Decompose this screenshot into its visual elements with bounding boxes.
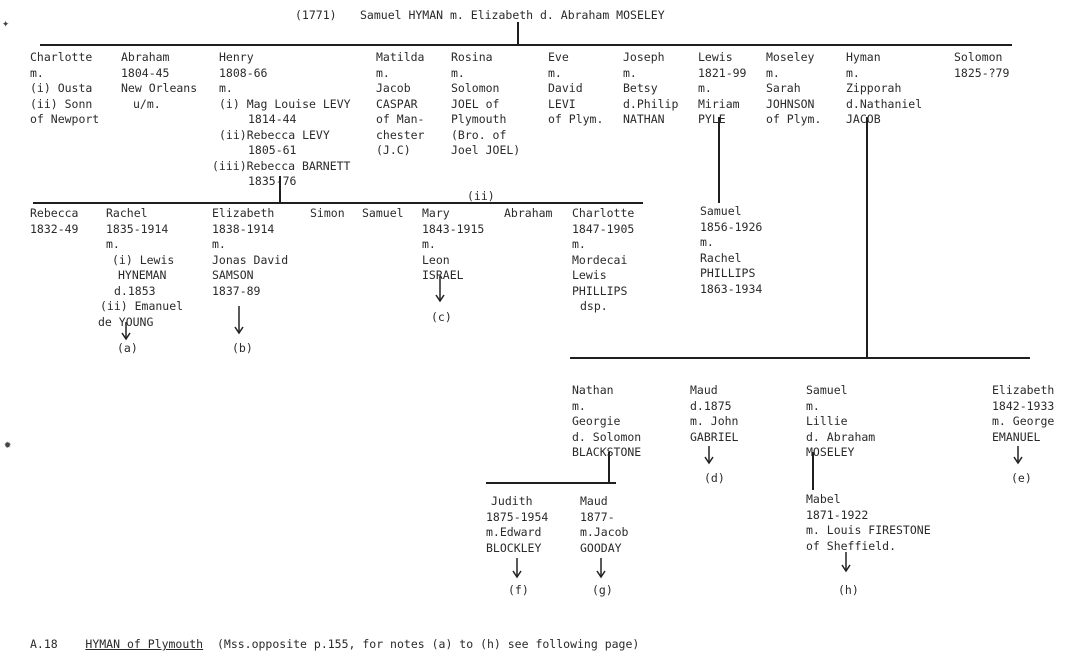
marriage-marker: (ii) — [467, 189, 495, 203]
note-label-a: (a) — [117, 341, 138, 355]
note-label-d: (d) — [704, 471, 725, 485]
person-elizabeth: Elizabeth 1838-1914 m. Jonas David SAMSON 1837-89 — [212, 206, 289, 298]
nathan-children-line — [486, 482, 616, 484]
arrow-a — [120, 322, 132, 342]
person-hyman: Hyman m. Zipporah d.Nathaniel JACOB — [846, 50, 923, 126]
footnote-title: HYMAN of Plymouth — [85, 637, 204, 651]
person-abraham: Abraham 1804-45 New Orleans u/m. — [121, 50, 198, 111]
root-couple: Samuel HYMAN m. Elizabeth d. Abraham MOSELEY — [360, 8, 665, 22]
person-solomon: Solomon 1825-?79 — [954, 50, 1010, 80]
note-label-e: (e) — [1011, 471, 1032, 485]
person-judith: Judith 1875-1954 m.Edward BLOCKLEY — [486, 494, 549, 555]
arrow-c — [434, 276, 446, 304]
person-abraham-2: Abraham — [504, 206, 553, 220]
person-charlotte: Charlotte m. (i) Ousta (ii) Sonn of Newport — [30, 50, 100, 126]
person-joseph: Joseph m. Betsy d.Philip NATHAN — [623, 50, 679, 126]
person-rachel: Rachel 1835-1914 m. (i) Lewis HYNEMAN d.1853 (ii) Emanuel de YOUNG — [98, 206, 184, 329]
hyman-children-line — [570, 357, 1030, 359]
person-henry: Henry 1808-66 m. (i) Mag Louise LEVY 1814-44 (ii)Rebecca LEVY 1805-61 (iii)Rebecca BARNETT 1835-76 — [212, 50, 351, 188]
person-matilda: Matilda m. Jacob CASPAR of Man- chester (J.C) — [376, 50, 425, 157]
arrow-d — [703, 446, 715, 466]
note-label-h: (h) — [838, 583, 859, 597]
person-rosina: Rosina m. Solomon JOEL of Plymouth (Bro. of Joel JOEL) — [451, 50, 521, 157]
lewis-drop-line — [718, 117, 720, 203]
footnote — [30, 637, 639, 651]
person-eve: Eve m. David LEVI of Plym. — [548, 50, 604, 126]
arrow-b — [233, 306, 245, 336]
person-samuel-lewis: Samuel 1856-1926 m. Rachel PHILLIPS 1863-1934 — [700, 204, 763, 296]
arrow-g — [595, 558, 607, 580]
edge-mark-mid: ✹ — [4, 437, 12, 451]
person-charlotte-2: Charlotte 1847-1905 m. Mordecai Lewis PHILLIPS dsp. — [572, 206, 635, 313]
note-label-b: (b) — [232, 341, 253, 355]
note-label-c: (c) — [431, 310, 452, 324]
person-rebecca: Rebecca 1832-49 — [30, 206, 79, 236]
henry-children-line — [33, 202, 643, 204]
root-year: (1771) — [295, 8, 337, 22]
person-maud-2: Maud 1877- m.Jacob GOODAY — [580, 494, 629, 555]
arrow-f — [511, 558, 523, 580]
person-mary: Mary 1843-1915 m. Leon ISRAEL — [422, 206, 485, 282]
person-elizabeth-hyman: Elizabeth 1842-1933 m. George EMANUEL — [992, 383, 1055, 444]
root-drop-line — [517, 22, 519, 44]
edge-mark-top: ✦ — [2, 16, 10, 30]
arrow-e — [1012, 446, 1024, 466]
person-maud: Maud d.1875 m. John GABRIEL — [690, 383, 739, 444]
arrow-h — [840, 552, 852, 574]
person-samuel-hyman: Samuel m. Lillie d. Abraham MOSELEY — [806, 383, 876, 459]
hyman-drop-line — [866, 117, 868, 357]
person-mabel: Mabel 1871-1922 m. Louis FIRESTONE of Sheffield. — [806, 492, 931, 553]
person-simon: Simon — [310, 206, 345, 220]
note-label-f: (f) — [508, 583, 529, 597]
person-lewis: Lewis 1821-99 m. Miriam PYLE — [698, 50, 747, 126]
footnote-number: A.18 — [30, 637, 58, 651]
footnote-rest: (Mss.opposite p.155, for notes (a) to (h) see following page) — [216, 637, 640, 651]
gen1-sibling-line — [40, 44, 1012, 46]
person-moseley: Moseley m. Sarah JOHNSON of Plym. — [766, 50, 822, 126]
person-samuel: Samuel — [362, 206, 404, 220]
person-nathan: Nathan m. Georgie d. Solomon BLACKSTONE — [572, 383, 642, 459]
note-label-g: (g) — [592, 583, 613, 597]
